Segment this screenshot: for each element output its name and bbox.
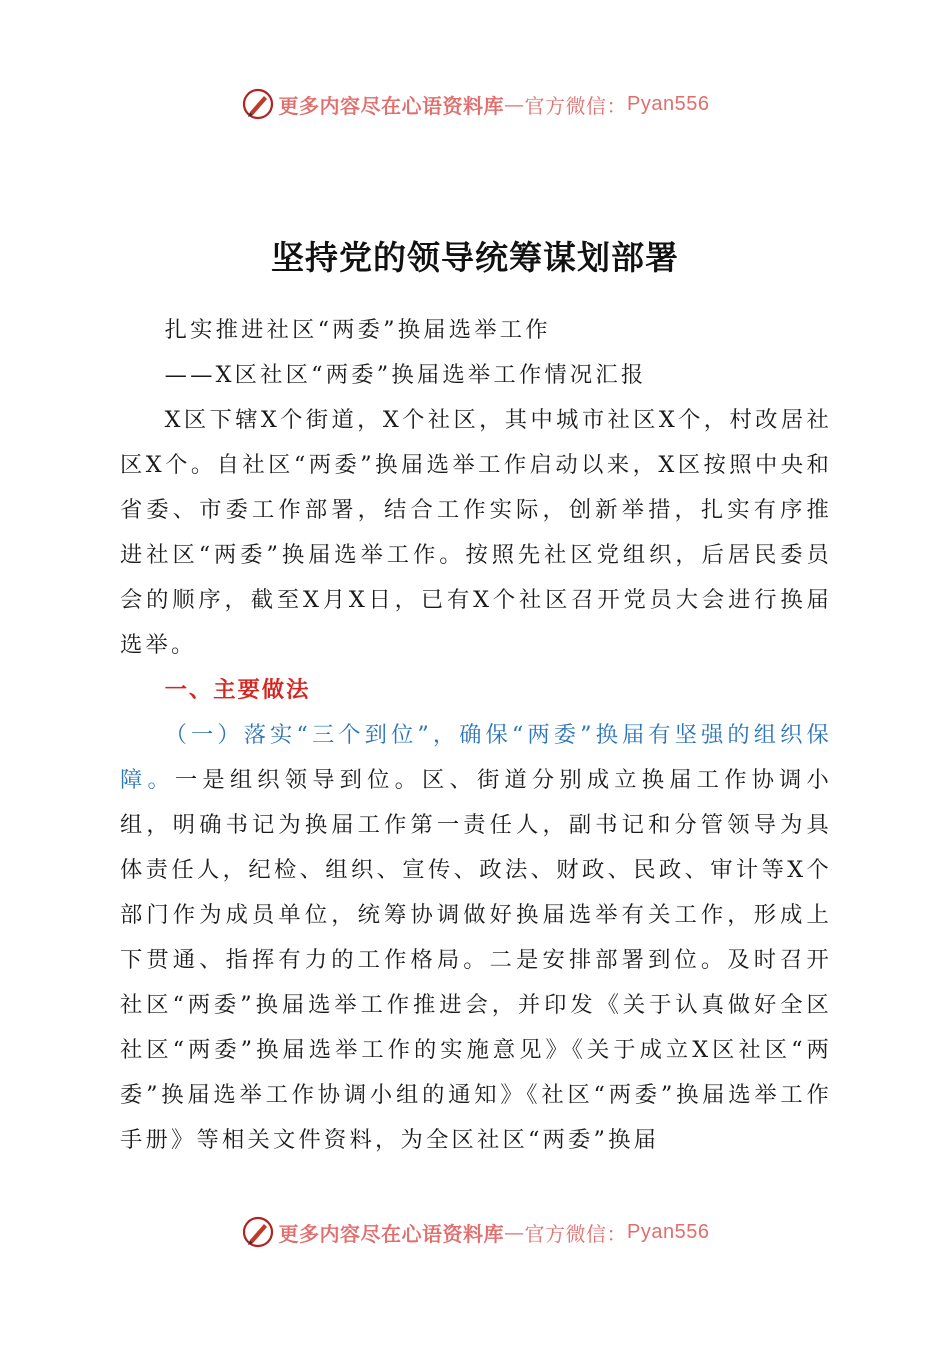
banner-wechat-label: 官方微信： [524,1221,628,1246]
subtitle-line-2: ——X区社区“两委”换届选举工作情况汇报 [164,362,647,388]
banner-wechat-label: 官方微信： [524,93,628,118]
document-body [120,308,832,1163]
banner-dash: — [504,1220,525,1244]
banner-wechat-id: Pyan556 [627,1220,710,1243]
banner-main-text: 更多内容尽在心语资料库 [278,93,505,118]
footer-banner [0,1214,950,1250]
subsection-body-1: 一是组织领导到位。区、街道分别成立换届工作协调小组，明确书记为换届工作第一责任人，副书记和分管领导为具体责任人，纪检、组织、宣传、政法、财政、民政、审计等X个部门作为成员单位，统筹协调做好换届选举有关工作，形成上下贯通、指挥有力的工作格局。二是安排部署到位。及时召开社区“两委”换届选举工作推进会，并印发《关于认真做好全区社区“两委”换届选举工作的实施意见》《关于成立X区社区“两委”换届选举工作协调小组的通知》《社区“两委”换届选举工作手册》等相关文件资料，为全区社区“两委”换届 [120,767,832,1153]
header-banner [0,86,950,122]
banner-dash: — [504,92,525,116]
pen-logo-icon [241,1215,275,1249]
banner-wechat-id: Pyan556 [627,92,710,115]
intro-paragraph: X区下辖X个街道，X个社区，其中城市社区X个，村改居社区X个。自社区“两委”换届选举工作启动以来，X区按照中央和省委、市委工作部署，结合工作实际，创新举措，扎实有序推进社区“两委”换届选举工作。按照先社区党组织，后居民委员会的顺序，截至X月X日，已有X个社区召开党员大会进行换届选举。 [120,407,832,658]
pen-logo-icon [241,87,275,121]
subsection-paragraph-1 [120,713,832,1163]
subtitle-line-1: 扎实推进社区“两委”换届选举工作 [164,317,551,343]
document-title: 坚持党的领导统筹谋划部署 [271,238,679,277]
subsection-heading-1: （一）落实“三个到位”，确保“两委”换届有坚强的组织保障。 [120,722,832,793]
section-heading-1: 一、主要做法 [164,677,311,703]
banner-main-text: 更多内容尽在心语资料库 [278,1221,505,1246]
